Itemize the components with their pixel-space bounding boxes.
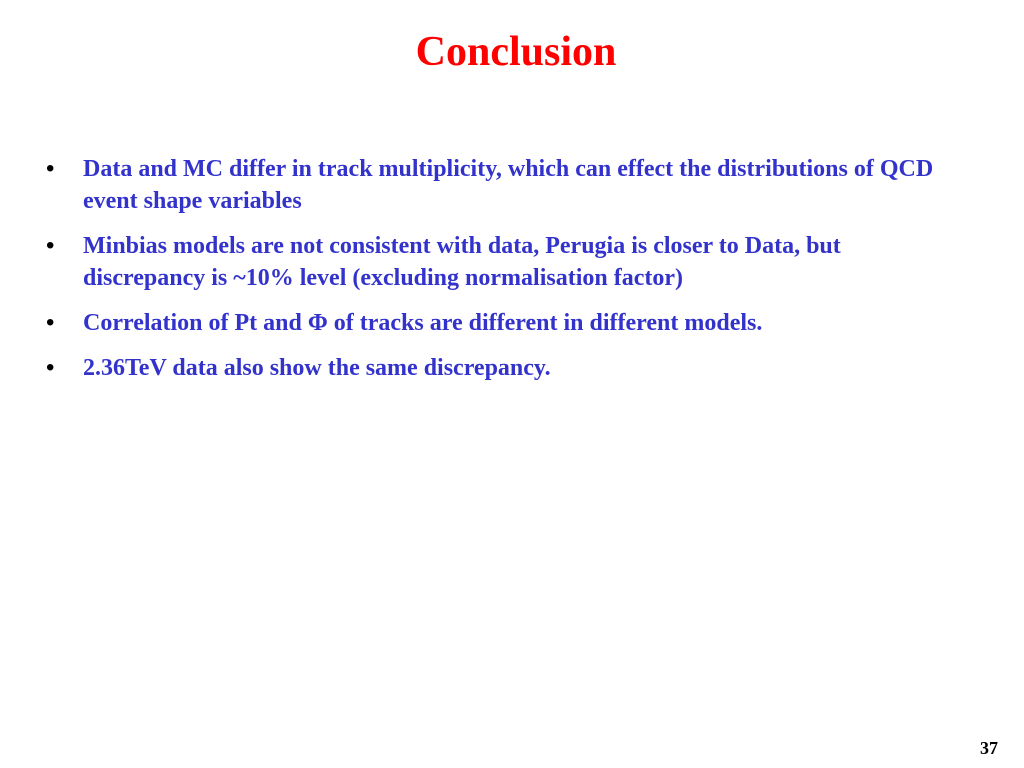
bullet-item — [46, 230, 956, 294]
bullet-text: 2.36TeV data also show the same discrepancy. — [83, 355, 551, 381]
bullet-list — [46, 153, 956, 397]
bullet-text: Minbias models are not consistent with data, Perugia is closer to Data, but discrepancy is ~10% level (excluding normalisation factor) — [83, 233, 841, 291]
bullet-icon: • — [46, 309, 55, 336]
bullet-text: Data and MC differ in track multiplicity, which can effect the distributions of QCD event shape variables — [83, 156, 934, 214]
bullet-icon: • — [46, 232, 55, 259]
bullet-icon: • — [46, 354, 55, 381]
bullet-text: Correlation of Pt and Φ of tracks are different in different models. — [83, 310, 763, 336]
bullet-icon: • — [46, 155, 55, 182]
bullet-item — [46, 352, 956, 384]
page-number: 37 — [980, 738, 998, 758]
slide-title: Conclusion — [415, 29, 617, 75]
bullet-item — [46, 307, 956, 339]
bullet-item — [46, 153, 956, 217]
